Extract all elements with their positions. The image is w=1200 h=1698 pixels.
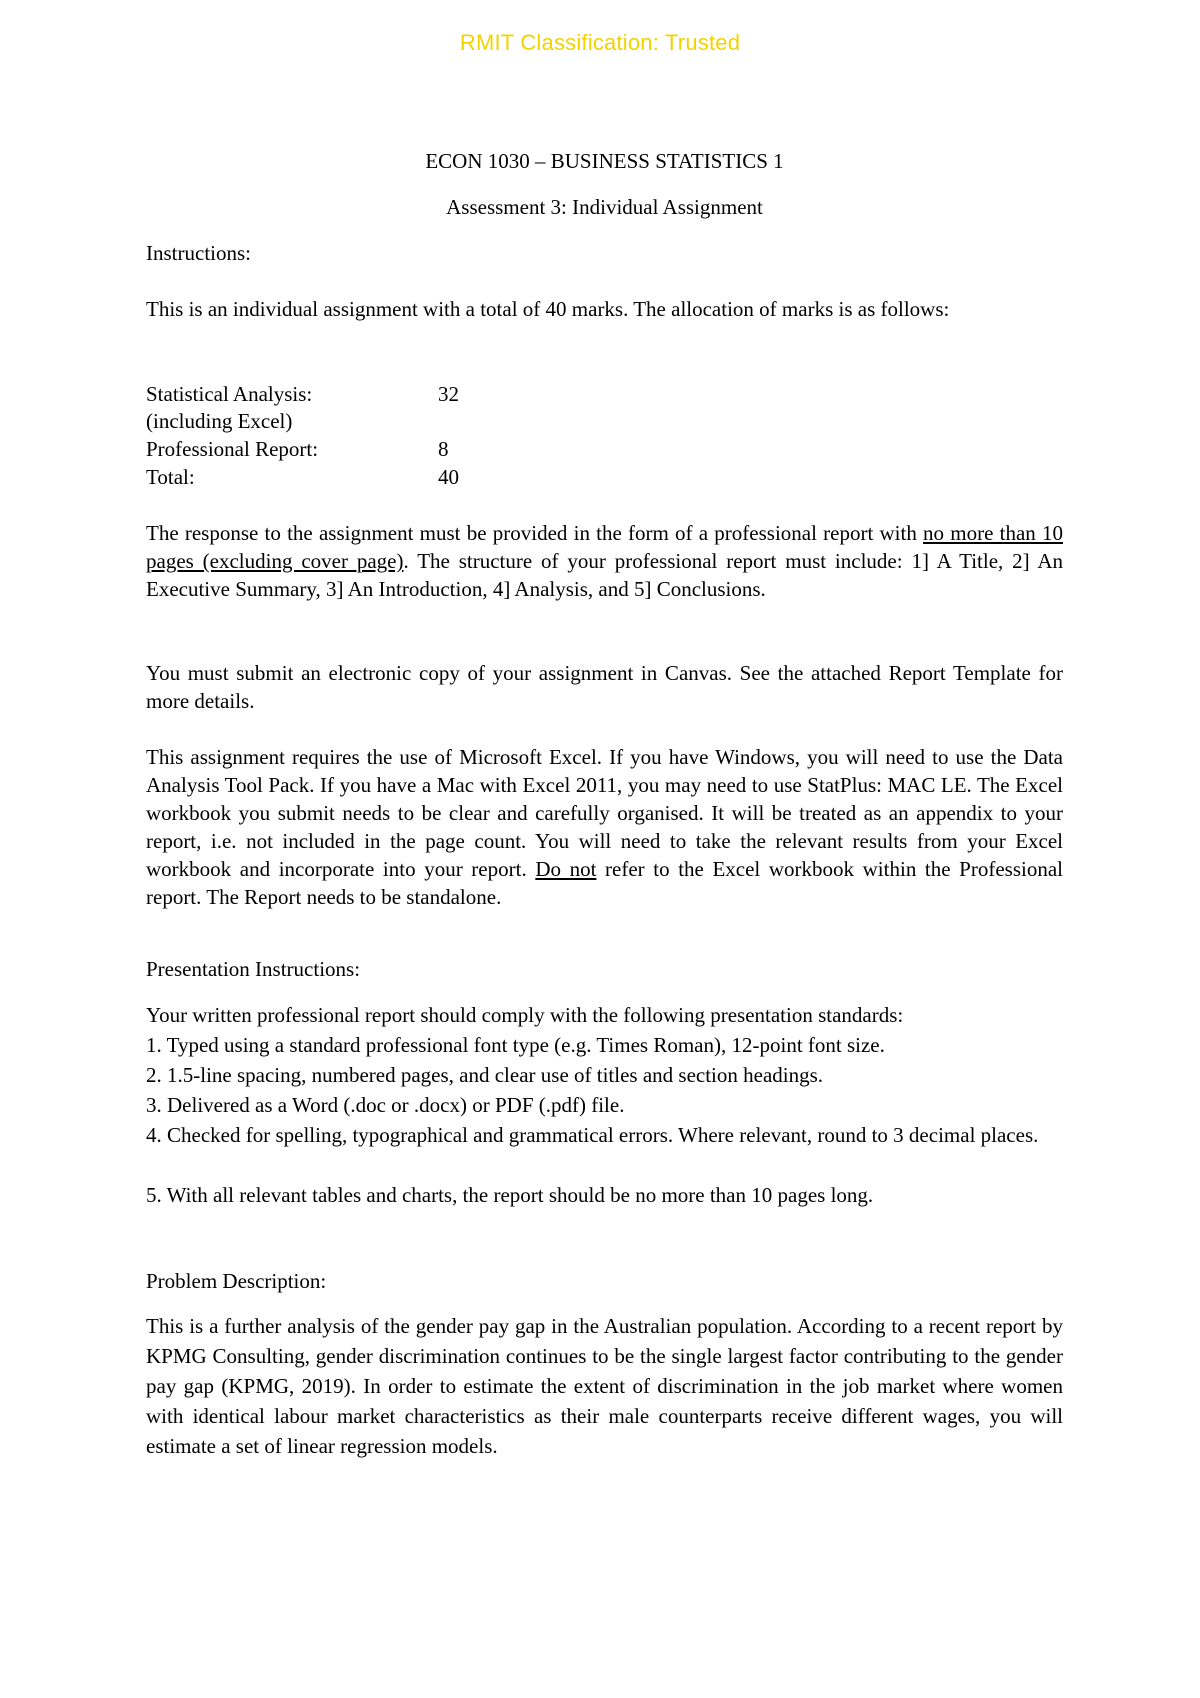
intro-paragraph: This is an individual assignment with a total of 40 marks. The allocation of marks is as follows: bbox=[146, 297, 950, 321]
response-paragraph bbox=[146, 519, 1063, 603]
marks-label: Statistical Analysis: bbox=[146, 382, 313, 406]
do-not-emphasis: Do not bbox=[535, 857, 597, 881]
list-item: 2. 1.5-line spacing, numbered pages, and clear use of titles and section headings. bbox=[146, 1063, 824, 1087]
classification-label: RMIT Classification: Trusted bbox=[459, 30, 741, 55]
excel-text-start: This assignment requires the use of Microsoft Excel. If you have Windows, you will need to use the Data Analysis Tool Pack. If you have a Mac with Excel 2011, you may need to use StatPlus: MAC LE. The Excel workbook you submit needs to be clear and carefully organised. It will be treated as an appendix to your report, i.e. not included in the page count. You will need to take the relevant results from your Excel workbook and incorporate into your report. bbox=[146, 745, 1063, 881]
excel-text-end: refer to the Excel workbook within the Professional report. The Report needs to be standalone. bbox=[146, 857, 1064, 909]
marks-label: Professional Report: bbox=[146, 437, 319, 461]
assessment-title: Assessment 3: Individual Assignment bbox=[446, 195, 763, 219]
marks-value: 32 bbox=[438, 382, 459, 406]
marks-row bbox=[146, 380, 1063, 408]
marks-value: 8 bbox=[438, 437, 449, 461]
marks-value: 40 bbox=[438, 465, 459, 489]
instructions-heading: Instructions: bbox=[146, 241, 251, 265]
marks-row bbox=[146, 407, 1063, 435]
presentation-heading: Presentation Instructions: bbox=[146, 957, 361, 981]
list-item: 3. Delivered as a Word (.doc or .docx) or PDF (.pdf) file. bbox=[146, 1093, 625, 1117]
marks-label: (including Excel) bbox=[146, 409, 293, 433]
list-item: 4. Checked for spelling, typographical and grammatical errors. Where relevant, round to 3 decimal places. bbox=[146, 1123, 1039, 1147]
course-title: ECON 1030 – BUSINESS STATISTICS 1 bbox=[425, 149, 784, 173]
marks-row bbox=[146, 463, 1063, 491]
problem-heading: Problem Description: bbox=[146, 1269, 327, 1293]
presentation-intro: Your written professional report should comply with the following presentation standards: bbox=[146, 1003, 904, 1027]
response-text-start: The response to the assignment must be provided in the form of a professional report with bbox=[146, 521, 924, 545]
list-item: 5. With all relevant tables and charts, the report should be no more than 10 pages long. bbox=[146, 1183, 874, 1207]
marks-label: Total: bbox=[146, 465, 195, 489]
page-limit-emphasis: no more than 10 pages (excluding cover page) bbox=[146, 521, 1063, 573]
problem-paragraph: This is a further analysis of the gender pay gap in the Australian population. According to a recent report by KPMG Consulting, gender discrimination continues to be the single largest factor contributing to the gender pay gap (KPMG, 2019). In order to estimate the extent of discrimination in the job market where women with identical labour market characteristics as their male counterparts receive different wages, you will estimate a set of linear regression models. bbox=[146, 1314, 1063, 1458]
response-text-end: . The structure of your professional report must include: 1] A Title, 2] An Executive Summary, 3] An Introduction, 4] Analysis, and 5] Conclusions. bbox=[146, 549, 1063, 601]
submit-paragraph: You must submit an electronic copy of your assignment in Canvas. See the attached Report Template for more details. bbox=[146, 661, 1063, 713]
marks-row bbox=[146, 435, 1063, 463]
excel-paragraph bbox=[146, 743, 1063, 911]
list-item: 1. Typed using a standard professional font type (e.g. Times Roman), 12-point font size. bbox=[146, 1033, 885, 1057]
